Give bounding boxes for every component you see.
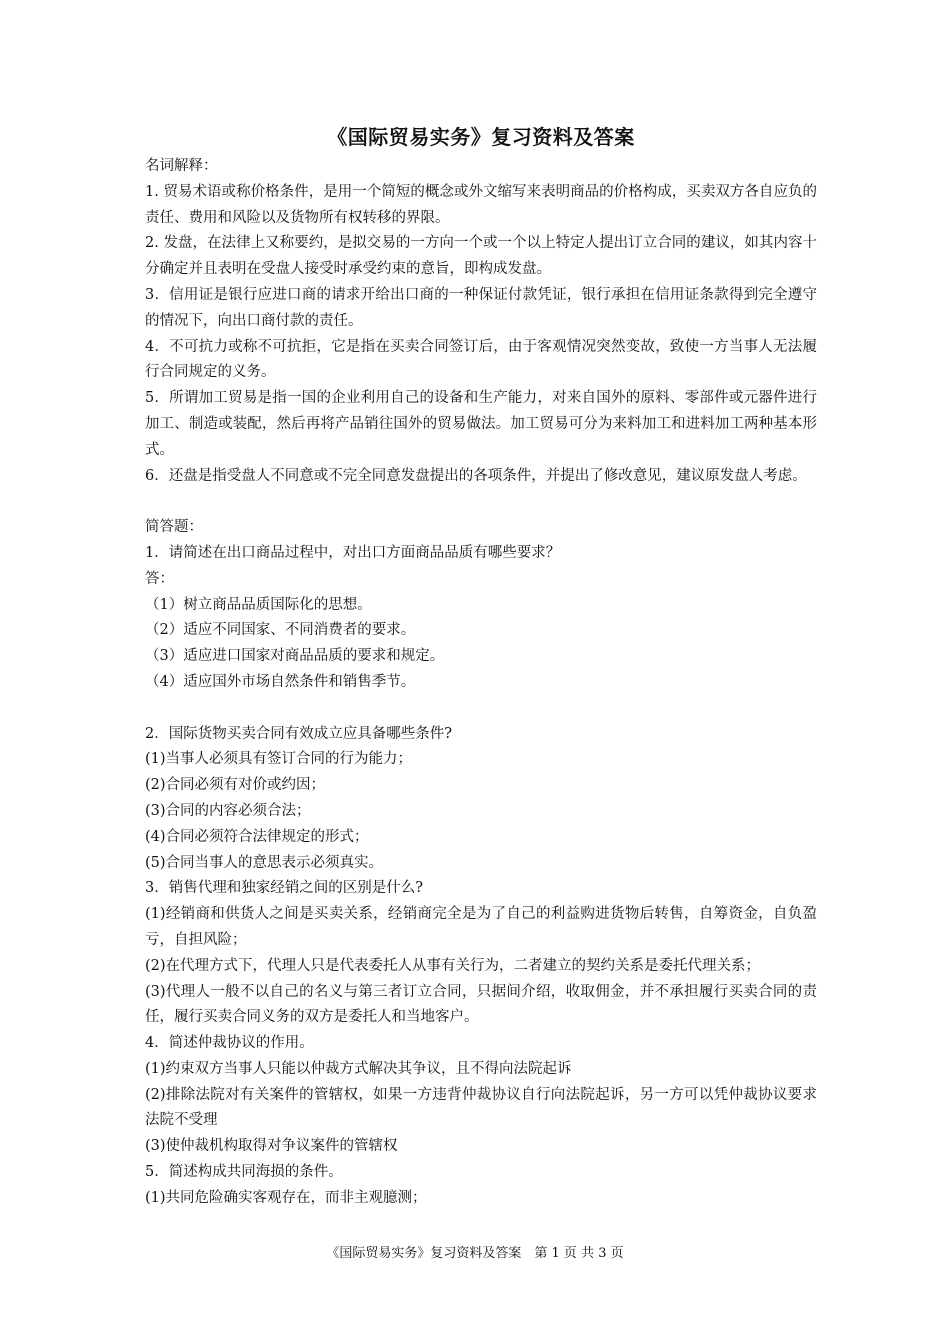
q1-answer-2: （2）适应不同国家、不同消费者的要求。 <box>145 622 416 639</box>
q1-answer-4: （4）适应国外市场自然条件和销售季节。 <box>145 673 416 690</box>
q3-answer-3: (3)代理人一般不以自己的名义与第三者订立合同，只据间介绍，收取佣金，并不承担履行买卖合同的责任，履行买卖合同义务的双方是委托人和当地客户。 <box>145 983 817 1026</box>
term-4: 4．不可抗力或称不可抗拒，它是指在买卖合同签订后，由于客观情况突然变故，致使一方当事人无法履行合同规定的义务。 <box>145 338 817 381</box>
term-1: 1. 贸易术语或称价格条件，是用一个简短的概念或外文缩写来表明商品的价格构成，买卖双方各自应负的责任、费用和风险以及货物所有权转移的界限。 <box>145 183 817 226</box>
q4-answer-3: (3)使仲裁机构取得对争议案件的管辖权 <box>145 1138 398 1155</box>
term-2: 2. 发盘，在法律上又称要约，是拟交易的一方向一个或一个以上特定人提出订立合同的建议，如其内容十分确定并且表明在受盘人接受时承受约束的意旨，即构成发盘。 <box>145 235 817 278</box>
question-3: 3．销售代理和独家经销之间的区别是什么? <box>145 880 423 897</box>
question-1: 1．请简述在出口商品过程中，对出口方面商品品质有哪些要求？ <box>145 544 561 561</box>
spacer <box>145 489 817 515</box>
document-body <box>145 120 817 1212</box>
q2-answer-2: (2)合同必须有对价或约因； <box>145 777 326 794</box>
q2-answer-5: (5)合同当事人的意思表示必须真实。 <box>145 854 384 871</box>
question-5: 5．简述构成共同海损的条件。 <box>145 1164 343 1181</box>
document-title: 《国际贸易实务》复习资料及答案 <box>327 125 635 149</box>
question-4: 4．简述仲裁协议的作用。 <box>145 1035 314 1052</box>
q4-answer-2: (2)排除法院对有关案件的管辖权，如果一方违背仲裁协议自行向法院起诉，另一方可以凭仲裁协议要求法院不受理 <box>145 1086 817 1129</box>
q1-answer-1: （1）树立商品品质国际化的思想。 <box>145 596 372 613</box>
q2-answer-3: (3)合同的内容必须合法； <box>145 802 311 819</box>
term-3: 3．信用证是银行应进口商的请求开给出口商的一种保证付款凭证，银行承担在信用证条款得到完全遵守的情况下，向出口商付款的责任。 <box>145 286 817 329</box>
term-6: 6．还盘是指受盘人不同意或不完全同意发盘提出的各项条件，并提出了修改意见，建议原发盘人考虑。 <box>145 467 807 484</box>
section-heading-short-answer: 简答题： <box>145 519 203 536</box>
q1-answer-3: （3）适应进口国家对商品品质的要求和规定。 <box>145 648 445 665</box>
section-heading-terms: 名词解释： <box>145 158 218 174</box>
q4-answer-1: (1)约束双方当事人只能以仲裁方式解决其争议，且不得向法院起诉 <box>145 1060 572 1077</box>
question-2: 2．国际货物买卖合同有效成立应具备哪些条件? <box>145 725 452 742</box>
answer-label: 答： <box>145 570 174 587</box>
spacer <box>145 696 817 722</box>
page-footer: 《国际贸易实务》复习资料及答案 第 1 页 共 3 页 <box>326 1246 624 1261</box>
q5-answer-1: (1)共同危险确实客观存在，而非主观臆测； <box>145 1189 427 1206</box>
term-5: 5．所谓加工贸易是指一国的企业利用自己的设备和生产能力，对来自国外的原料、零部件或元器件进行加工、制造或装配，然后再将产品销往国外的贸易做法。加工贸易可分为来料加工和进料加工两种基本形式。 <box>145 390 817 458</box>
q2-answer-4: (4)合同必须符合法律规定的形式； <box>145 828 369 845</box>
q3-answer-2: (2)在代理方式下，代理人只是代表委托人从事有关行为，二者建立的契约关系是委托代理关系； <box>145 957 761 974</box>
q2-answer-1: (1)当事人必须具有签订合同的行为能力； <box>145 751 413 768</box>
q3-answer-1: (1)经销商和供货人之间是买卖关系，经销商完全是为了自己的利益购进货物后转售，自筹资金，自负盈亏，自担风险； <box>145 906 817 948</box>
